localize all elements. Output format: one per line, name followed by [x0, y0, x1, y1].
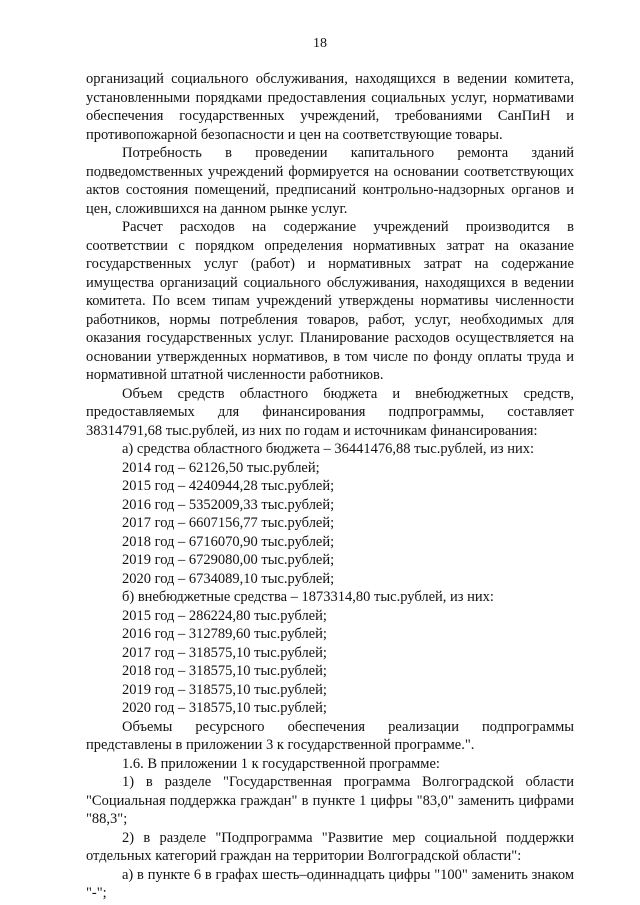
text-line: 2015 год – 4240944,28 тыс.рублей; [122, 478, 335, 494]
paragraph: 1) в разделе "Государственная программа Волгоградской области "Социальная поддержка граждан" в пункте 1 цифры "83,0" заменить цифрами "88,3"; [86, 774, 574, 827]
text-line: б) внебюджетные средства – 1873314,80 тыс.рублей, из них: [122, 589, 494, 605]
text-line: 2015 год – 286224,80 тыс.рублей; [122, 607, 327, 624]
text-line: 2016 год – 5352009,33 тыс.рублей; [122, 496, 335, 513]
document-body [86, 70, 574, 903]
text-line: 2016 год – 312789,60 тыс.рублей; [122, 626, 327, 642]
text-line: 2017 год – 318575,10 тыс.рублей; [122, 644, 327, 661]
paragraph: Потребность в проведении капитального ремонта зданий подведомственных учреждений формируется на основании соответствующих актов состояния помещений, предписаний контрольно-надзорных органов и цен, сложившихся на данном рынке услуг. [86, 145, 574, 217]
paragraph: Объем средств областного бюджета и внебюджетных средств, предоставляемых для финансирования подпрограммы, составляет 38314791,68 тыс.рублей, из них по годам и источникам финансирования: [86, 385, 574, 439]
text-line: 1.6. В приложении 1 к государственной программе: [122, 755, 440, 772]
paragraph: а) в пункте 6 в графах шесть–одиннадцать цифры "100" заменить знаком "-"; [86, 866, 574, 901]
text-line: 2020 год – 318575,10 тыс.рублей; [122, 700, 327, 716]
text-line: 2014 год – 62126,50 тыс.рублей; [122, 459, 320, 476]
paragraph: 2) в разделе "Подпрограмма "Развитие мер социальной поддержки отдельных категорий граждан на территории Волгоградской области": [86, 829, 574, 864]
paragraph: Объемы ресурсного обеспечения реализации подпрограммы представлены в приложении 3 к государственной программе.". [86, 718, 574, 753]
paragraph: организаций социального обслуживания, находящихся в ведении комитета, установленными порядками предоставления социальных услуг, нормативами обеспечения государственных учреждений, требованиями СанПиН и противопожарной безопасности и цен на соответствующие товары. [86, 71, 574, 143]
text-line: 2018 год – 318575,10 тыс.рублей; [122, 663, 327, 679]
text-line: 2018 год – 6716070,90 тыс.рублей; [122, 533, 335, 550]
page-number: 18 [313, 36, 327, 51]
text-line: 2020 год – 6734089,10 тыс.рублей; [122, 570, 335, 587]
text-line: 2019 год – 318575,10 тыс.рублей; [122, 681, 327, 698]
text-line: 2019 год – 6729080,00 тыс.рублей; [122, 552, 335, 568]
paragraph: Расчет расходов на содержание учреждений производится в соответствии с порядком определения нормативных затрат на оказание государственных услуг (работ) и нормативных затрат на содержание имущества организаций социального обслуживания, находящихся в ведении комитета. По всем типам учреждений утверждены нормативы численности работников, нормы потребления товаров, работ, услуг, необходимых для оказания государственных услуг. Планирование расходов осуществляется на основании утвержденных нормативов, в том числе по фонду оплаты труда и нормативной штатной численности работников. [86, 219, 574, 383]
text-line: 2017 год – 6607156,77 тыс.рублей; [122, 515, 335, 531]
text-line: а) средства областного бюджета – 36441476,88 тыс.рублей, из них: [122, 441, 535, 457]
